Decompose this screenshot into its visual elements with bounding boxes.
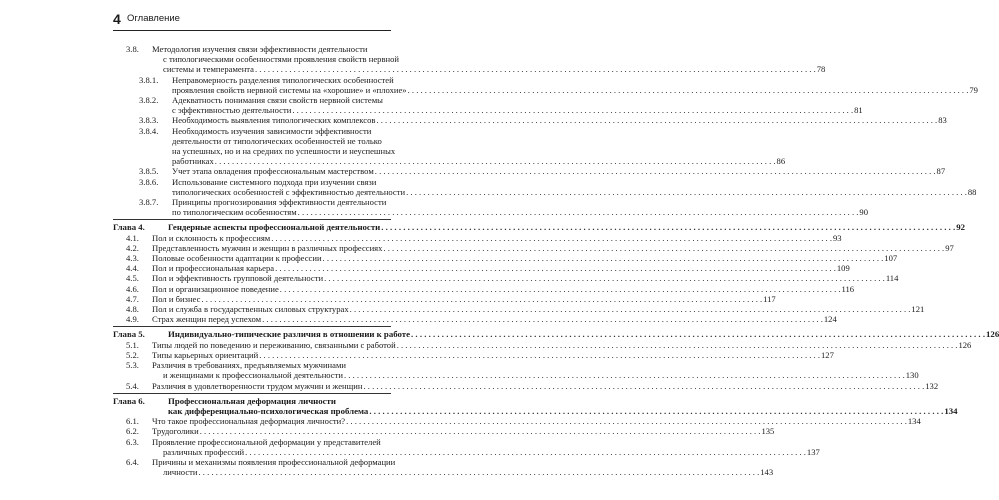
toc-entry-title-line: Типы людей по поведению и переживанию, связанными с работой	[152, 339, 396, 350]
toc-chapter-entry[interactable]	[113, 329, 999, 340]
toc-section-entry[interactable]	[113, 380, 939, 391]
toc-entry-title-line: Учет этапа овладения профессиональным мастерством	[172, 166, 374, 177]
toc-entry-number: Глава 6.	[113, 395, 145, 406]
toc-section-entry[interactable]	[113, 416, 921, 427]
toc-entry-page: 127	[821, 349, 834, 360]
toc-entry-number: 5.1.	[126, 339, 139, 350]
toc-entry-number: 6.2.	[126, 426, 139, 437]
toc-subsection-entry[interactable]	[113, 197, 869, 218]
toc-entry-page: 86	[776, 156, 786, 167]
toc-entry-page: 92	[956, 222, 966, 233]
toc-entry-page: 126	[958, 339, 972, 350]
toc-chapter-entry[interactable]	[113, 222, 966, 233]
toc-entry-page: 78	[816, 64, 826, 75]
toc-entry-number: 5.4.	[126, 380, 139, 391]
toc-entry-title-line: работниках	[172, 156, 214, 167]
dot-leader	[280, 284, 841, 294]
toc-section-entry[interactable]	[113, 349, 834, 360]
dot-leader	[245, 447, 806, 457]
dot-leader	[383, 243, 944, 253]
toc-entry-number: Глава 5.	[113, 329, 145, 340]
toc-entry-number: 4.9.	[126, 314, 139, 325]
toc-entry-number: 6.1.	[126, 416, 139, 427]
toc-entry-page: 116	[841, 283, 855, 294]
toc-entry-page: 124	[823, 314, 837, 325]
toc-section-entry[interactable]	[113, 304, 925, 315]
toc-entry-number: 6.4.	[126, 456, 139, 467]
toc-entry-title-line: Адекватность понимания связи свойств нервной системы	[172, 95, 383, 106]
toc-entry-title-line: Необходимость выявления типологических комплексов	[172, 115, 376, 126]
toc-entry-page: 126	[986, 329, 999, 340]
dot-leader	[200, 426, 761, 436]
toc-entry-number: 6.3.	[126, 436, 139, 447]
toc-entry-title-line: Причины и механизмы появления профессиональной деформации	[152, 456, 396, 467]
dot-leader	[324, 273, 885, 283]
toc-section-entry[interactable]	[113, 263, 850, 274]
toc-entry-title-line: Необходимость изучения зависимости эффективности	[172, 125, 372, 136]
toc-entry-title-line: по типологическим особенностям	[172, 207, 297, 218]
toc-entry-number: 3.8.1.	[139, 74, 159, 85]
toc-entry-page: 81	[854, 105, 863, 116]
dot-leader	[215, 156, 776, 166]
toc-entry-number: Глава 4.	[113, 222, 145, 233]
toc-entry-title-line: Различия в удовлетворенности трудом мужчин и женщин	[152, 380, 363, 391]
page-number: 4	[113, 11, 121, 27]
toc-entry-number: 5.3.	[126, 360, 139, 371]
dot-leader	[259, 350, 820, 360]
dot-leader	[292, 105, 853, 115]
dot-leader	[375, 166, 936, 176]
toc-entry-title-line: как дифференциально-психологическая проблема	[168, 405, 369, 416]
toc-subsection-entry[interactable]	[113, 74, 978, 95]
toc-entry-title-line: Методология изучения связи эффективности деятельности	[152, 44, 368, 54]
toc-entry-title-line: Страх женщин перед успехом	[152, 314, 262, 325]
toc-entry-page: 88	[967, 186, 977, 197]
toc-entry-page: 121	[911, 304, 925, 315]
toc-entry-page: 114	[885, 273, 899, 284]
toc-entry-number: 3.8.4.	[139, 125, 159, 136]
toc-section-entry[interactable]	[113, 360, 919, 381]
toc-section-entry[interactable]	[113, 339, 972, 350]
toc-entry-page: 132	[925, 380, 939, 391]
toc-entry-page: 130	[905, 370, 919, 381]
dot-leader	[350, 304, 911, 314]
toc-entry-title-line: системы и темперамента	[163, 64, 254, 75]
toc-entry-number: 4.2.	[126, 242, 139, 253]
toc-entry-title-line: Что такое профессиональная деформация личности?	[152, 416, 346, 427]
toc-entry-number: 4.3.	[126, 253, 139, 264]
dot-leader	[397, 340, 958, 350]
toc-subsection-entry[interactable]	[113, 176, 977, 197]
toc-entry-page: 143	[760, 467, 774, 478]
dot-leader	[199, 467, 760, 477]
toc-entry-number: 4.1.	[126, 232, 139, 243]
toc-section-entry[interactable]	[113, 232, 842, 243]
dot-leader	[262, 314, 823, 324]
toc-entry-title-line: Неправомерность разделения типологических особенностей	[172, 74, 394, 85]
toc-subsection-entry[interactable]	[113, 115, 947, 126]
table-of-contents	[113, 44, 999, 478]
toc-entry-page: 87	[936, 166, 946, 177]
toc-entry-title-line: Индивидуально-типические различия в отношении к работе	[168, 329, 411, 340]
running-header-title: Оглавление	[127, 13, 180, 24]
toc-entry-page: 97	[945, 242, 954, 253]
dot-leader	[363, 381, 924, 391]
dot-leader	[369, 406, 943, 416]
toc-entry-title-line: с типологическими особенностями проявления свойств нервной	[163, 54, 400, 65]
dot-leader	[271, 233, 832, 243]
toc-entry-title-line: личности	[163, 467, 198, 478]
toc-entry-title-line: проявления свойств нервной системы на «хорошие» и «плохие»	[172, 84, 407, 95]
toc-entry-title-line: Пол и бизнес	[152, 293, 201, 304]
toc-entry-number: 4.7.	[126, 293, 139, 304]
toc-entry-number: 4.6.	[126, 283, 139, 294]
toc-section-entry[interactable]	[113, 436, 820, 457]
dot-leader	[201, 294, 762, 304]
toc-entry-title-line: Пол и профессиональная карьера	[152, 263, 275, 274]
toc-entry-page: 93	[832, 232, 842, 243]
chapter-divider	[113, 326, 391, 327]
dot-leader	[381, 222, 955, 232]
toc-entry-page: 79	[969, 84, 978, 95]
toc-section-entry[interactable]	[113, 293, 776, 304]
toc-entry-title-line: Половые особенности адаптации к профессии	[152, 253, 322, 264]
toc-section-entry[interactable]	[113, 44, 826, 75]
toc-entry-page: 135	[761, 426, 775, 437]
toc-entry-title-line: Представленность мужчин и женщин в различных профессиях	[152, 242, 383, 253]
dot-leader	[255, 64, 816, 74]
toc-section-entry[interactable]	[113, 273, 899, 284]
toc-entry-title-line: Пол и служба в государственных силовых структурах	[152, 304, 349, 315]
dot-leader	[344, 370, 905, 380]
toc-entry-number: 3.8.5.	[139, 166, 159, 177]
toc-entry-number: 3.8.	[126, 44, 139, 54]
toc-entry-title-line: Трудоголики	[152, 426, 199, 437]
toc-entry-title-line: Использование системного подхода при изучении связи	[172, 176, 377, 187]
toc-entry-page: 134	[907, 416, 921, 427]
toc-entry-title-line: различных профессий	[163, 446, 245, 457]
toc-entry-page: 90	[859, 207, 869, 218]
dot-leader	[376, 115, 937, 125]
toc-entry-title-line: Принципы прогнозирования эффективности деятельности	[172, 197, 387, 208]
toc-entry-title-line: Пол и организационное поведение	[152, 283, 279, 294]
toc-entry-title-line: Пол и эффективность групповой деятельности	[152, 273, 324, 284]
toc-entry-title-line: и женщинами к профессиональной деятельности	[163, 370, 343, 381]
dot-leader	[346, 416, 907, 426]
toc-entry-number: 4.4.	[126, 263, 139, 274]
running-header	[113, 10, 391, 31]
toc-entry-number: 3.8.2.	[139, 95, 159, 106]
toc-entry-title-line: Пол и склонность к профессиям	[152, 232, 271, 243]
dot-leader	[408, 85, 969, 95]
toc-entry-title-line: Различия в требованиях, предъявляемых мужчинами	[152, 360, 346, 371]
toc-entry-title-line: типологических особенностей с эффективностью деятельности	[172, 186, 406, 197]
toc-entry-title-line: на успешных, но и на средних по успешности и неуспешных	[172, 146, 396, 157]
toc-entry-title-line: деятельности от типологических особенностей не только	[172, 135, 382, 146]
toc-entry-title-line: Проявление профессиональной деформации у представителей	[152, 436, 381, 447]
toc-subsection-entry[interactable]	[113, 95, 863, 116]
toc-entry-number: 4.8.	[126, 304, 139, 315]
toc-entry-title-line: с эффективностью деятельности	[172, 105, 292, 116]
chapter-divider	[113, 393, 391, 394]
toc-section-entry[interactable]	[113, 456, 774, 478]
toc-entry-title-line: Типы карьерных ориентаций	[152, 349, 259, 360]
toc-entry-number: 3.8.7.	[139, 197, 159, 208]
toc-entry-page: 117	[763, 293, 776, 304]
toc-entry-number: 4.5.	[126, 273, 139, 284]
toc-entry-page: 107	[884, 253, 898, 264]
toc-section-entry[interactable]	[113, 426, 775, 437]
toc-entry-title-line: Профессиональная деформация личности	[168, 395, 336, 406]
toc-section-entry[interactable]	[113, 242, 954, 253]
dot-leader	[411, 329, 985, 339]
chapter-divider	[113, 219, 391, 220]
toc-section-entry[interactable]	[113, 253, 898, 264]
dot-leader	[323, 253, 884, 263]
dot-leader	[298, 207, 859, 217]
toc-entry-number: 3.8.3.	[139, 115, 159, 126]
toc-entry-title-line: Гендерные аспекты профессиональной деятельности	[168, 222, 381, 233]
toc-chapter-entry[interactable]	[113, 395, 958, 416]
toc-section-entry[interactable]	[113, 283, 855, 294]
toc-entry-page: 83	[938, 115, 947, 126]
toc-entry-number: 3.8.6.	[139, 176, 159, 187]
toc-entry-page: 109	[836, 263, 850, 274]
toc-section-entry[interactable]	[113, 314, 837, 325]
dot-leader	[275, 263, 836, 273]
toc-entry-number: 5.2.	[126, 349, 139, 360]
toc-entry-page: 137	[806, 446, 820, 457]
toc-subsection-entry[interactable]	[113, 166, 946, 177]
toc-subsection-entry[interactable]	[113, 125, 786, 167]
toc-entry-page: 134	[944, 405, 958, 416]
dot-leader	[406, 187, 967, 197]
